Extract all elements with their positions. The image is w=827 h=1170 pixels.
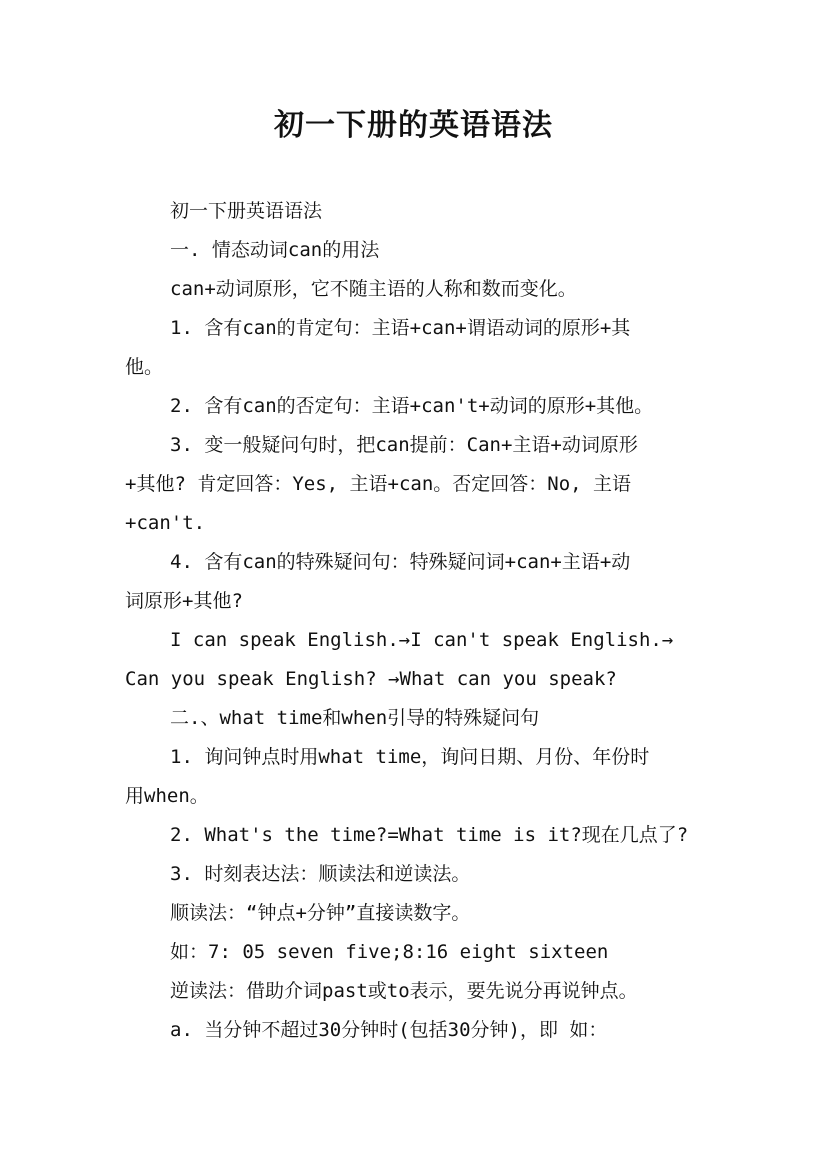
paragraph-line: 1. 含有can的肯定句：主语+can+谓语动词的原形+其 xyxy=(170,317,631,339)
paragraph-line: 他。 xyxy=(125,356,164,378)
document-title: 初一下册的英语语法 xyxy=(274,108,553,143)
paragraph-line: 顺读法：“钟点+分钟”直接读数字。 xyxy=(170,902,471,924)
paragraph-line: 二.、what time和when引导的特殊疑问句 xyxy=(170,707,540,729)
paragraph-line: 1. 询问钟点时用what time，询问日期、月份、年份时 xyxy=(170,746,650,768)
paragraph-line: 2. 含有can的否定句：主语+can't+动词的原形+其他。 xyxy=(170,395,654,417)
paragraph-line: a. 当分钟不超过30分钟时(包括30分钟)，即 如： xyxy=(170,1019,608,1041)
paragraph-line: +其他? 肯定回答：Yes, 主语+can。否定回答：No, 主语 xyxy=(125,473,632,495)
paragraph-line: 2. What's the time?=What time is it?现在几点了? xyxy=(170,824,689,846)
paragraph-line: 逆读法：借助介词past或to表示，要先说分再说钟点。 xyxy=(170,980,638,1002)
paragraph-line: 4. 含有can的特殊疑问句：特殊疑问词+can+主语+动 xyxy=(170,551,631,573)
paragraph-line: I can speak English.→I can't speak English.→ xyxy=(170,629,674,651)
paragraph-line: +can't. xyxy=(125,512,206,534)
paragraph-line: Can you speak English? →What can you speak? xyxy=(125,668,617,690)
paragraph-line: 3. 变一般疑问句时，把can提前：Can+主语+动词原形 xyxy=(170,434,638,456)
paragraph-line: 如：7: 05 seven five;8:16 eight sixteen xyxy=(170,941,609,963)
paragraph-line: 用when。 xyxy=(125,785,209,807)
paragraph-line: 一. 情态动词can的用法 xyxy=(170,239,380,261)
paragraph-line: 3. 时刻表达法：顺读法和逆读法。 xyxy=(170,863,471,885)
paragraph-line: 初一下册英语语法 xyxy=(170,200,323,222)
paragraph-line: 词原形+其他? xyxy=(125,590,243,612)
paragraph-line: can+动词原形，它不随主语的人称和数而变化。 xyxy=(170,278,577,300)
